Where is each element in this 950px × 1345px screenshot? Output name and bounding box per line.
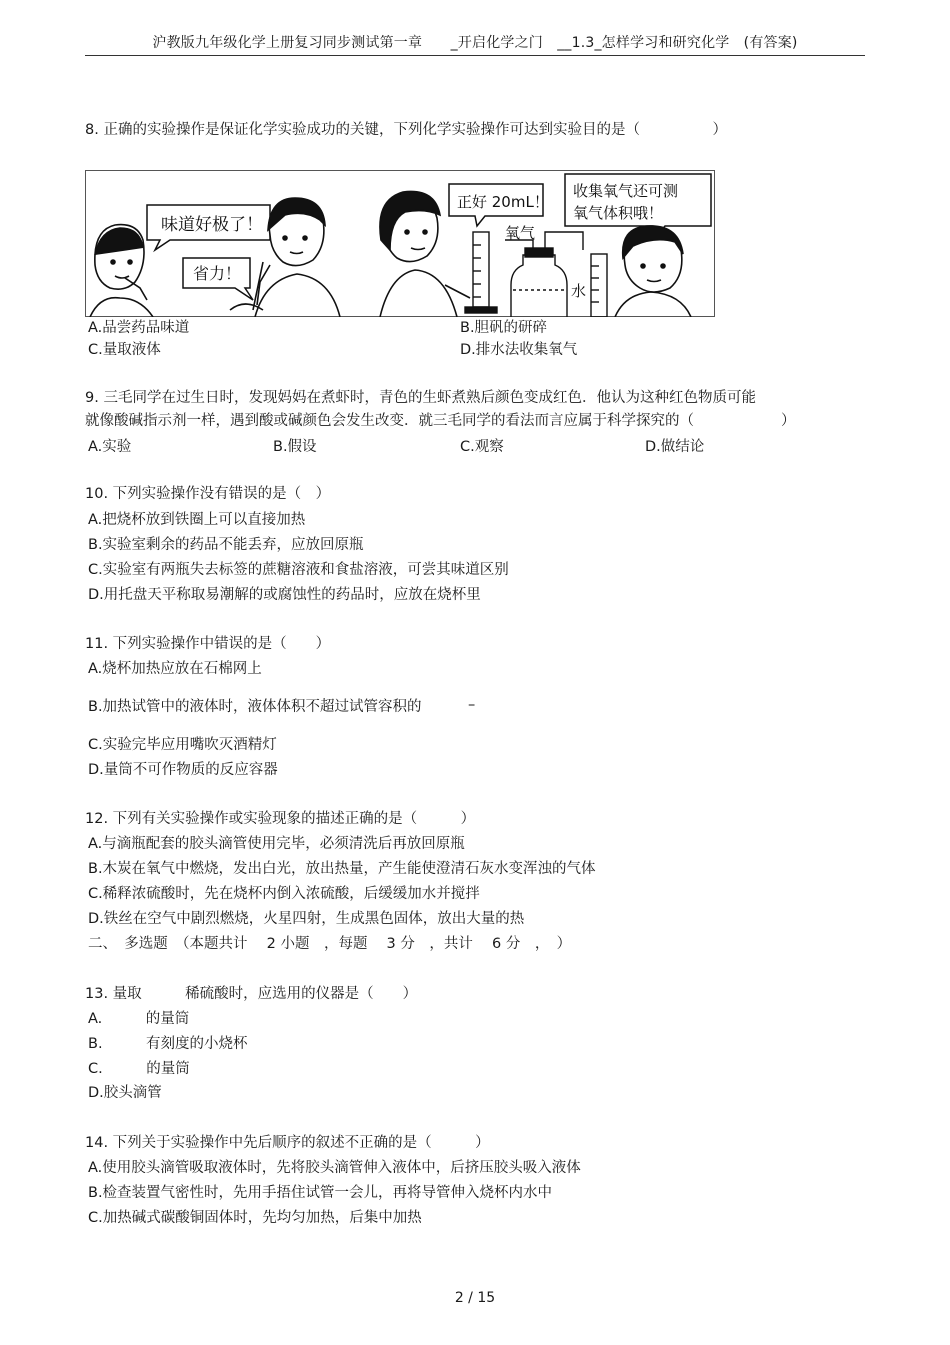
q10-option-a: A.把烧杯放到铁圈上可以直接加热 [88, 512, 306, 528]
effort-text: 省力！ [193, 264, 242, 283]
page-number: 2 / 15 [454, 1290, 496, 1306]
q10-stem: 10. 下列实验操作没有错误的是（ ） [85, 486, 331, 502]
q14-option-c: C.加热碱式碳酸铜固体时，先均匀加热，后集中加热 [88, 1210, 422, 1226]
q13-stem: 13. 量取 稀硫酸时，应选用的仪器是（ ） [85, 986, 418, 1002]
speech-bubble-collect [565, 174, 711, 236]
q13-option-d: D.胶头滴管 [88, 1085, 162, 1101]
q9-option-d: D.做结论 [645, 439, 705, 455]
q14-stem: 14. 下列关于实验操作中先后顺序的叙述不正确的是（ ） [85, 1135, 490, 1151]
q11-option-b: B.加热试管中的液体时，液体体积不超过试管容积的 [88, 699, 422, 715]
q12-option-a: A.与滴瓶配套的胶头滴管使用完毕，必须清洗后再放回原瓶 [88, 836, 465, 852]
q12-option-c: C.稀释浓硫酸时，先在烧杯内倒入浓硫酸，后缓缓加水并搅拌 [88, 886, 480, 902]
water-label: 水 [571, 282, 587, 300]
q8-illustration [85, 170, 715, 317]
q8-option-c: C.量取液体 [88, 342, 161, 358]
q10-option-c: C.实验室有两瓶失去标签的蔗糖溶液和食盐溶液，可尝其味道区别 [88, 562, 509, 578]
q8-stem: 8. 正确的实验操作是保证化学实验成功的关键，下列化学实验操作可达到实验目的是（ ） [85, 122, 727, 138]
q12-option-b: B.木炭在氧气中燃烧，发出白光，放出热量，产生能使澄清石灰水变浑浊的气体 [88, 861, 596, 877]
q13-option-c: C. 的量筒 [88, 1061, 190, 1077]
q8-option-d: D.排水法收集氧气 [460, 342, 578, 358]
q9-stem-line2: 就像酸碱指示剂一样，遇到酸或碱颜色会发生改变．就三毛同学的看法而言应属于科学探究的（ ） [85, 413, 796, 429]
q10-option-b: B.实验室剩余的药品不能丢弃，应放回原瓶 [88, 537, 364, 553]
oxygen-label: 氧气 [505, 224, 536, 242]
q11-stem: 11. 下列实验操作中错误的是（ ） [85, 636, 331, 652]
q12-option-d: D.铁丝在空气中剧烈燃烧，火星四射，生成黑色固体，放出大量的热 [88, 911, 525, 927]
collect-text-line1: 收集氧气还可测 [573, 182, 679, 200]
q11-fraction-mark: – [468, 697, 476, 713]
page-header: 沪教版九年级化学上册复习同步测试第一章 _开启化学之门 __1.3_怎样学习和研究化学 (有答案) [85, 33, 865, 56]
q11-option-d: D.量筒不可作物质的反应容器 [88, 762, 278, 778]
q10-option-d: D.用托盘天平称取易潮解的或腐蚀性的药品时，应放在烧杯里 [88, 587, 481, 603]
q8-option-b: B.胆矾的研碎 [460, 320, 548, 336]
q13-option-a: A. 的量筒 [88, 1011, 190, 1027]
q11-option-a: A.烧杯加热应放在石棉网上 [88, 661, 262, 677]
taste-text: 味道好极了！ [161, 215, 263, 235]
q13-option-b: B. 有刻度的小烧杯 [88, 1036, 248, 1052]
collect-text-line2: 氧气体积哦！ [573, 204, 664, 222]
q9-stem-line1: 9. 三毛同学在过生日时，发现妈妈在煮虾时，青色的生虾煮熟后颜色变成红色．他认为这种红色物质可能 [85, 390, 756, 406]
q8-option-a: A.品尝药品味道 [88, 320, 190, 336]
q9-option-c: C.观察 [460, 439, 504, 455]
q12-stem: 12. 下列有关实验操作或实验现象的描述正确的是（ ） [85, 811, 476, 827]
q11-option-c: C.实验完毕应用嘴吹灭酒精灯 [88, 737, 277, 753]
q14-option-a: A.使用胶头滴管吸取液体时，先将胶头滴管伸入液体中，后挤压胶头吸入液体 [88, 1160, 581, 1176]
q14-option-b: B.检查装置气密性时，先用手捂住试管一会儿，再将导管伸入烧杯内水中 [88, 1185, 553, 1201]
q9-option-b: B.假设 [273, 439, 317, 455]
q9-option-a: A.实验 [88, 439, 132, 455]
section2-title: 二、 多选题 （本题共计 2 小题 ，每题 3 分 ，共计 6 分 ， ） [88, 936, 572, 952]
exact-text: 正好 20mL！ [457, 193, 549, 211]
